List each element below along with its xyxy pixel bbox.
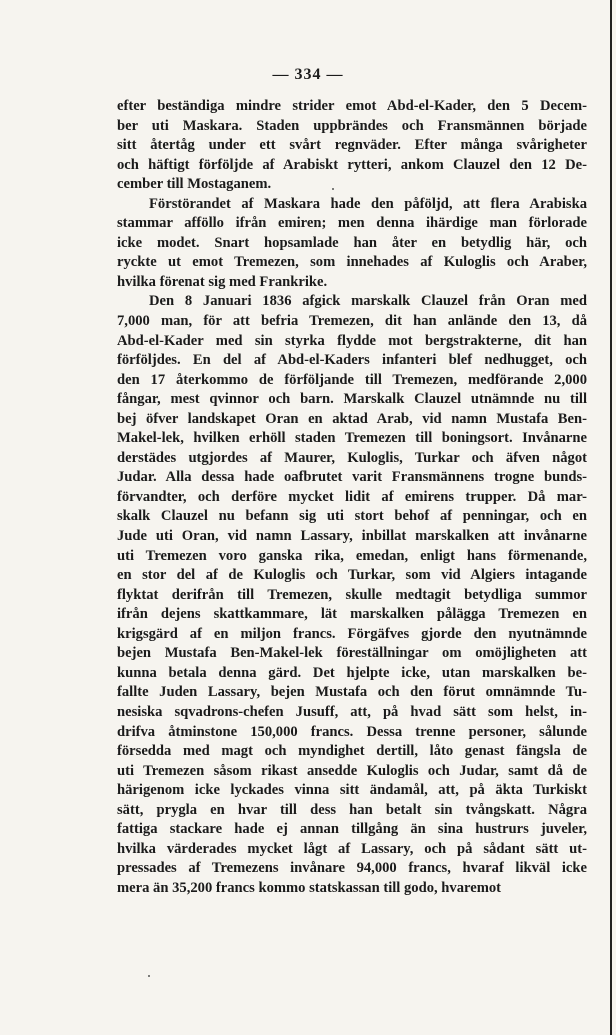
page-edge: [610, 0, 612, 1035]
text-line: efter beständiga mindre strider emot Abd-el-Kader, den 5 Decem-: [117, 98, 587, 114]
speck: [148, 975, 150, 977]
text-line: ber uti Maskara. Staden uppbrändes och Fransmännen började: [117, 117, 587, 134]
text-line: fångar, mest qvinnor och barn. Marskalk Clauzel utnämnde nu till: [117, 391, 587, 408]
text-line: flyktat derifrån till Tremezen, skulle medtagit betydliga summor: [117, 586, 587, 603]
text-line: mera än 35,200 francs kommo statskassan till godo, hvaremot: [117, 879, 502, 896]
text-line: hvilka värderades mycket lågt af Lassary, och på sådant sätt ut-: [117, 840, 587, 857]
text-line: och häftigt förföljde af Arabiskt rytteri, ankom Clauzel den 12 De-: [117, 156, 587, 173]
text-line: sätt, prygla en hvar till dess han betalt sin tvångskatt. Några: [117, 801, 587, 818]
text-line: cember till Mostaganem.: [117, 176, 272, 193]
text-line: härigenom icke lyckades vinna sitt ändamål, att, på äkta Turkiskt: [117, 782, 587, 799]
text-line: ryckte ut emot Tremezen, som innehades af Kuloglis och Araber,: [117, 254, 587, 271]
text-line: derstädes utgjordes af Maurer, Kuloglis, Turkar och äfven något: [117, 449, 587, 466]
text-line: hvilka förenat sig med Frankrike.: [117, 273, 328, 290]
text-line: fallte Juden Lassary, bejen Mustafa och den förut omnämnde Tu-: [117, 684, 587, 701]
text-line: uti Tremezen såsom rikast ansedde Kuloglis och Judar, samt då de: [117, 762, 587, 779]
text-line: Den 8 Januari 1836 afgick marskalk Clauzel från Oran med: [149, 293, 587, 310]
body-text: [117, 97, 587, 898]
speck: [332, 188, 334, 190]
text-line: den 17 återkommo de förföljande till Tremezen, medförande 2,000: [117, 371, 587, 388]
text-line: förföljdes. En del af Abd-el-Kaders infanteri blef nedhugget, och: [117, 352, 587, 369]
text-line: krigsgärd af en miljon francs. Förgäfves gjorde den nyutnämnde: [117, 625, 587, 642]
paragraph: [117, 195, 587, 293]
text-line: Jude uti Oran, vid namn Lassary, inbillat marskalken att invånarne: [117, 528, 587, 545]
text-line: nesiska sqvadrons-chefen Jusuff, att, på hvad sätt som helst, in-: [117, 703, 587, 720]
text-line: pressades af Tremezens invånare 94,000 francs, hvaraf likväl icke: [117, 860, 587, 877]
text-line: uti Tremezen voro ganska rika, emedan, enligt hans förmenande,: [117, 547, 587, 564]
text-line: icke modet. Snart hopsamlade han åter en betydlig här, och: [117, 234, 587, 251]
text-line: kunna betala denna gärd. Det hjelpte icke, utan marskalken be-: [117, 664, 587, 681]
text-line: sitt återtåg under ett svårt regnväder. Efter många svårigheter: [117, 137, 587, 154]
text-line: förvandter, och derföre mycket lidit af emirens trupper. Då mar-: [117, 488, 587, 505]
text-line: 7,000 man, för att befria Tremezen, dit han anlände den 13, då: [117, 313, 587, 330]
text-line: Makel-lek, hvilken erhöll staden Tremezen till boningsort. Invånarne: [117, 430, 587, 447]
text-line: Abd-el-Kader med sin styrka flydde mot bergstrakterne, dit han: [117, 332, 587, 349]
text-line: Judar. Alla dessa hade oafbrutet varit Fransmännens trogne bunds-: [117, 469, 587, 486]
text-line: Förstörandet af Maskara hade den påföljd, att flera Arabiska: [149, 195, 587, 212]
text-line: försedda med magt och myndighet dertill, låto genast fängsla de: [117, 743, 587, 760]
text-line: fattiga stackare hade ej annan tillgång än sina hustrurs juveler,: [117, 821, 587, 838]
text-line: bejen Mustafa Ben-Makel-lek föreställningar om omöjligheten att: [117, 645, 587, 662]
text-line: en stor del af de Kuloglis och Turkar, som vid Algiers intagande: [117, 567, 587, 584]
text-line: stammar afföllo ifrån emiren; men denna ihärdige man förlorade: [117, 215, 587, 232]
paragraph: [117, 292, 587, 898]
paragraph: [117, 97, 587, 195]
text-line: skalk Clauzel nu befann sig uti stort behof af penningar, och en: [117, 508, 587, 525]
page-number-header: — 334 —: [272, 66, 344, 83]
text-line: ifrån dejens skattkammare, lät marskalken pålägga Tremezen en: [117, 606, 587, 623]
text-line: drifva åtminstone 150,000 francs. Dessa trenne personer, sålunde: [117, 723, 587, 740]
text-line: bej öfver landskapet Oran en aktad Arab, vid namn Mustafa Ben-: [117, 410, 587, 427]
